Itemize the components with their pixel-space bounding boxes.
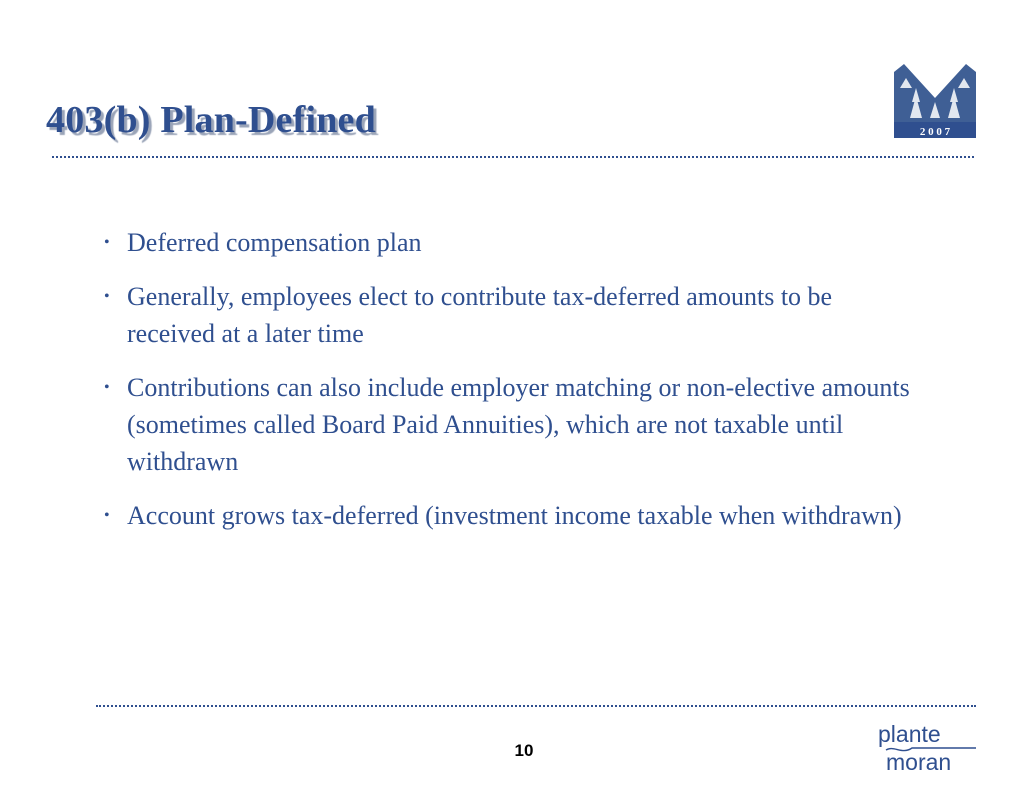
- midwinter-conference-logo: [890, 58, 997, 140]
- bullet-text: Contributions can also include employer matching or non-elective amounts (sometimes called Board Paid Annuities), which are not taxable until withdrawn: [127, 373, 910, 476]
- bullet-marker: •: [104, 507, 110, 524]
- logo-word-plante: plante: [878, 721, 941, 747]
- bullet-item: [104, 278, 914, 352]
- page-number: 10: [514, 741, 534, 760]
- conference-name: Midwinter Conference: [991, 73, 997, 123]
- bullet-list: [104, 224, 914, 551]
- footer-divider: [96, 705, 976, 707]
- bullet-marker: •: [104, 234, 110, 251]
- bullet-text: Generally, employees elect to contribute tax-deferred amounts to be received at a later time: [127, 282, 833, 348]
- bullet-marker: •: [104, 379, 110, 396]
- bullet-text: Deferred compensation plan: [127, 228, 422, 257]
- bullet-marker: •: [104, 288, 110, 305]
- bullet-item: [104, 369, 914, 480]
- plante-moran-logo: [872, 718, 982, 776]
- bullet-item: [104, 497, 914, 534]
- page-title: 403(b) Plan-Defined: [46, 99, 376, 141]
- title-divider: [52, 156, 974, 158]
- conference-year: 2 0 0 7: [919, 126, 951, 138]
- logo-word-moran: moran: [886, 749, 952, 775]
- bullet-item: [104, 224, 914, 261]
- bullet-text: Account grows tax-deferred (investment income taxable when withdrawn): [127, 501, 902, 530]
